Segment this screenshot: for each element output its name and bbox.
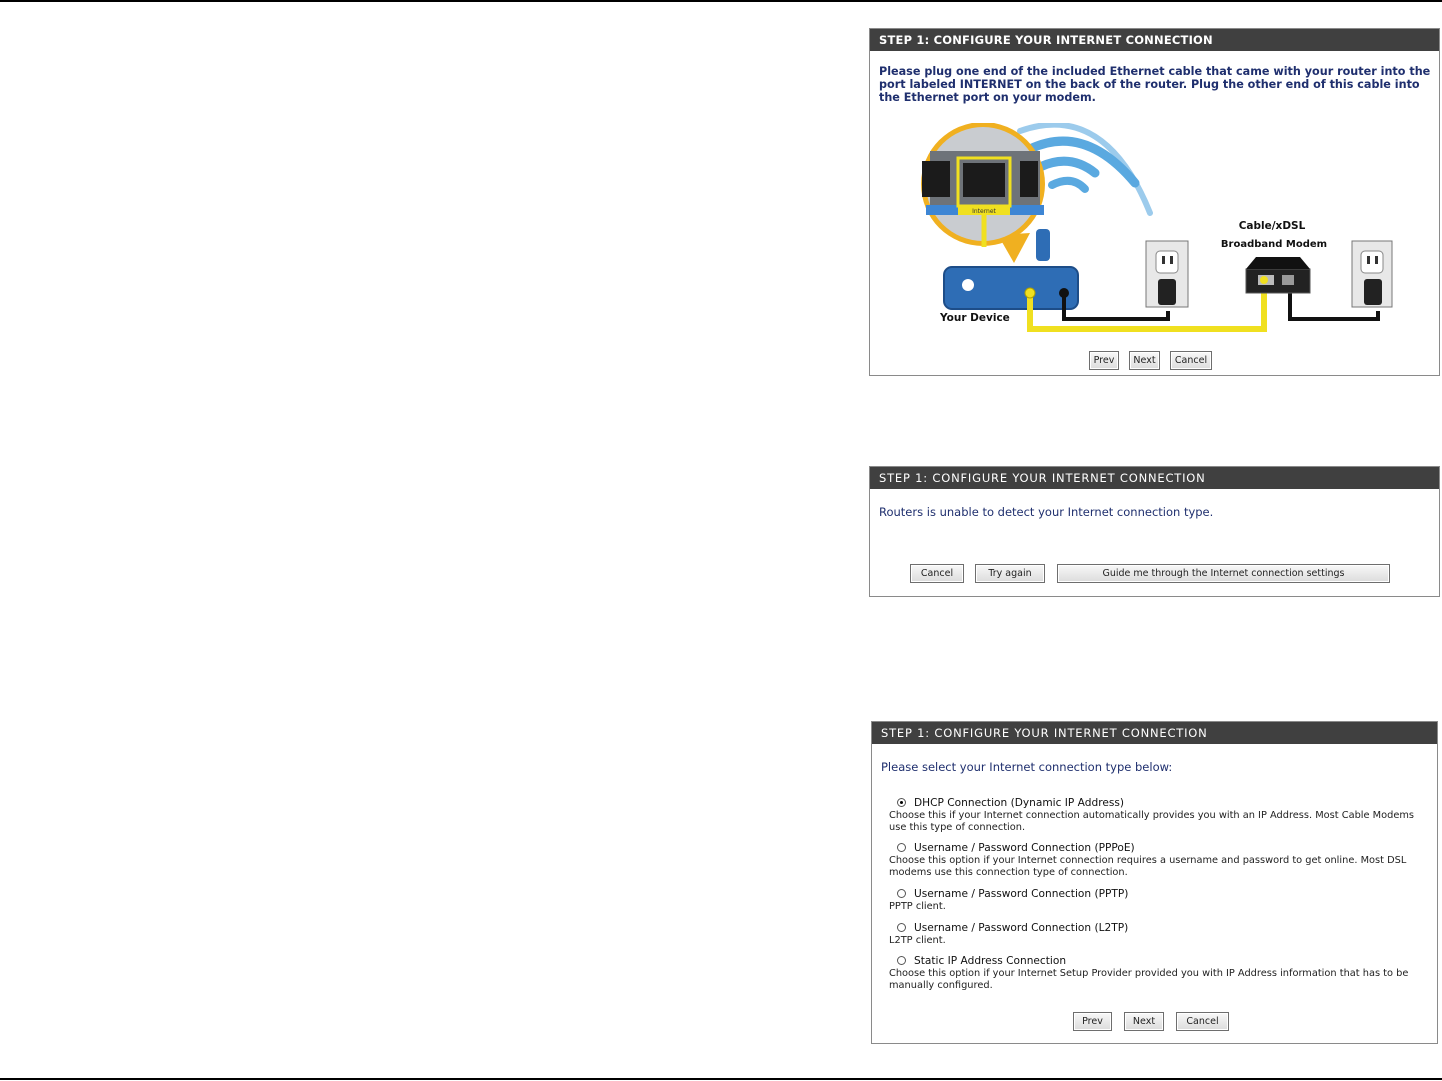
panel-title: STEP 1: CONFIGURE YOUR INTERNET CONNECTION [872, 722, 1437, 744]
panel-title: STEP 1: CONFIGURE YOUR INTERNET CONNECTION [870, 29, 1439, 51]
option-description: L2TP client. [889, 935, 946, 946]
guide-me-button[interactable]: Guide me through the Internet connection settings [1057, 564, 1390, 583]
router-led-icon [962, 279, 974, 291]
cable-instruction: Please plug one end of the included Ethernet cable that came with your router into the port labeled INTERNET on the back of the router. Plug the other end of this cable into the Ethernet port on your modem. [879, 65, 1431, 104]
option-label: Username / Password Connection (L2TP) [914, 921, 1129, 934]
prev-button[interactable]: Prev [1089, 351, 1119, 370]
lan-port-icon [922, 161, 950, 197]
option-description: Choose this option if your Internet Setup Provider provided you with IP Address information that has to be manually configured. [889, 968, 1409, 991]
cancel-button[interactable]: Cancel [910, 564, 964, 583]
option-static-ip [889, 954, 1419, 992]
step1-cable-panel [869, 28, 1440, 376]
option-dhcp [889, 796, 1419, 834]
option-pptp [889, 887, 1419, 913]
internet-port-icon [963, 163, 1005, 197]
radio-static-ip[interactable] [897, 956, 906, 965]
radio-l2tp[interactable] [897, 923, 906, 932]
router-antenna-icon [1036, 229, 1050, 261]
device-label: Your Device [940, 312, 1010, 324]
option-description: PPTP client. [889, 901, 946, 912]
step1-detect-failed-panel [869, 466, 1440, 597]
top-rule [0, 0, 1442, 2]
broadband-modem-icon [1246, 257, 1310, 293]
panel-title: STEP 1: CONFIGURE YOUR INTERNET CONNECTION [870, 467, 1439, 489]
modem-label-line2: Broadband Modem [1220, 239, 1328, 250]
usb-port-icon [1020, 161, 1038, 197]
step1-connection-type-panel [871, 721, 1438, 1044]
bottom-rule [0, 1078, 1442, 1080]
option-pppoe [889, 841, 1419, 879]
option-label: Username / Password Connection (PPPoE) [914, 841, 1135, 854]
option-description: Choose this if your Internet connection automatically provides you with an IP Address. Most Cable Modems use this type of connection. [889, 810, 1414, 833]
router-port-icon [1025, 288, 1035, 298]
option-label: Username / Password Connection (PPTP) [914, 887, 1129, 900]
next-button[interactable]: Next [1124, 1012, 1164, 1031]
try-again-button[interactable]: Try again [975, 564, 1045, 583]
detect-failed-message: Routers is unable to detect your Internet connection type. [879, 505, 1214, 519]
cancel-button[interactable]: Cancel [1170, 351, 1212, 370]
radio-pppoe[interactable] [897, 843, 906, 852]
cancel-button[interactable]: Cancel [1176, 1012, 1229, 1031]
radio-dhcp[interactable] [897, 798, 906, 807]
option-description: Choose this option if your Internet connection requires a username and password to get online. Most DSL modems use this connection type of connection. [889, 855, 1407, 878]
option-label: Static IP Address Connection [914, 954, 1067, 967]
option-label: DHCP Connection (Dynamic IP Address) [914, 796, 1125, 809]
router-power-port-icon [1059, 288, 1069, 298]
modem-label-line1: Cable/xDSL [1238, 220, 1306, 232]
radio-pptp[interactable] [897, 889, 906, 898]
wall-outlet-icon [1146, 241, 1188, 307]
internet-port-label: Internet [972, 208, 996, 215]
prev-button[interactable]: Prev [1073, 1012, 1112, 1031]
connection-type-prompt: Please select your Internet connection type below: [881, 760, 1173, 774]
connection-diagram [870, 123, 1439, 353]
wall-outlet-icon [1352, 241, 1392, 307]
next-button[interactable]: Next [1129, 351, 1160, 370]
option-l2tp [889, 921, 1419, 947]
